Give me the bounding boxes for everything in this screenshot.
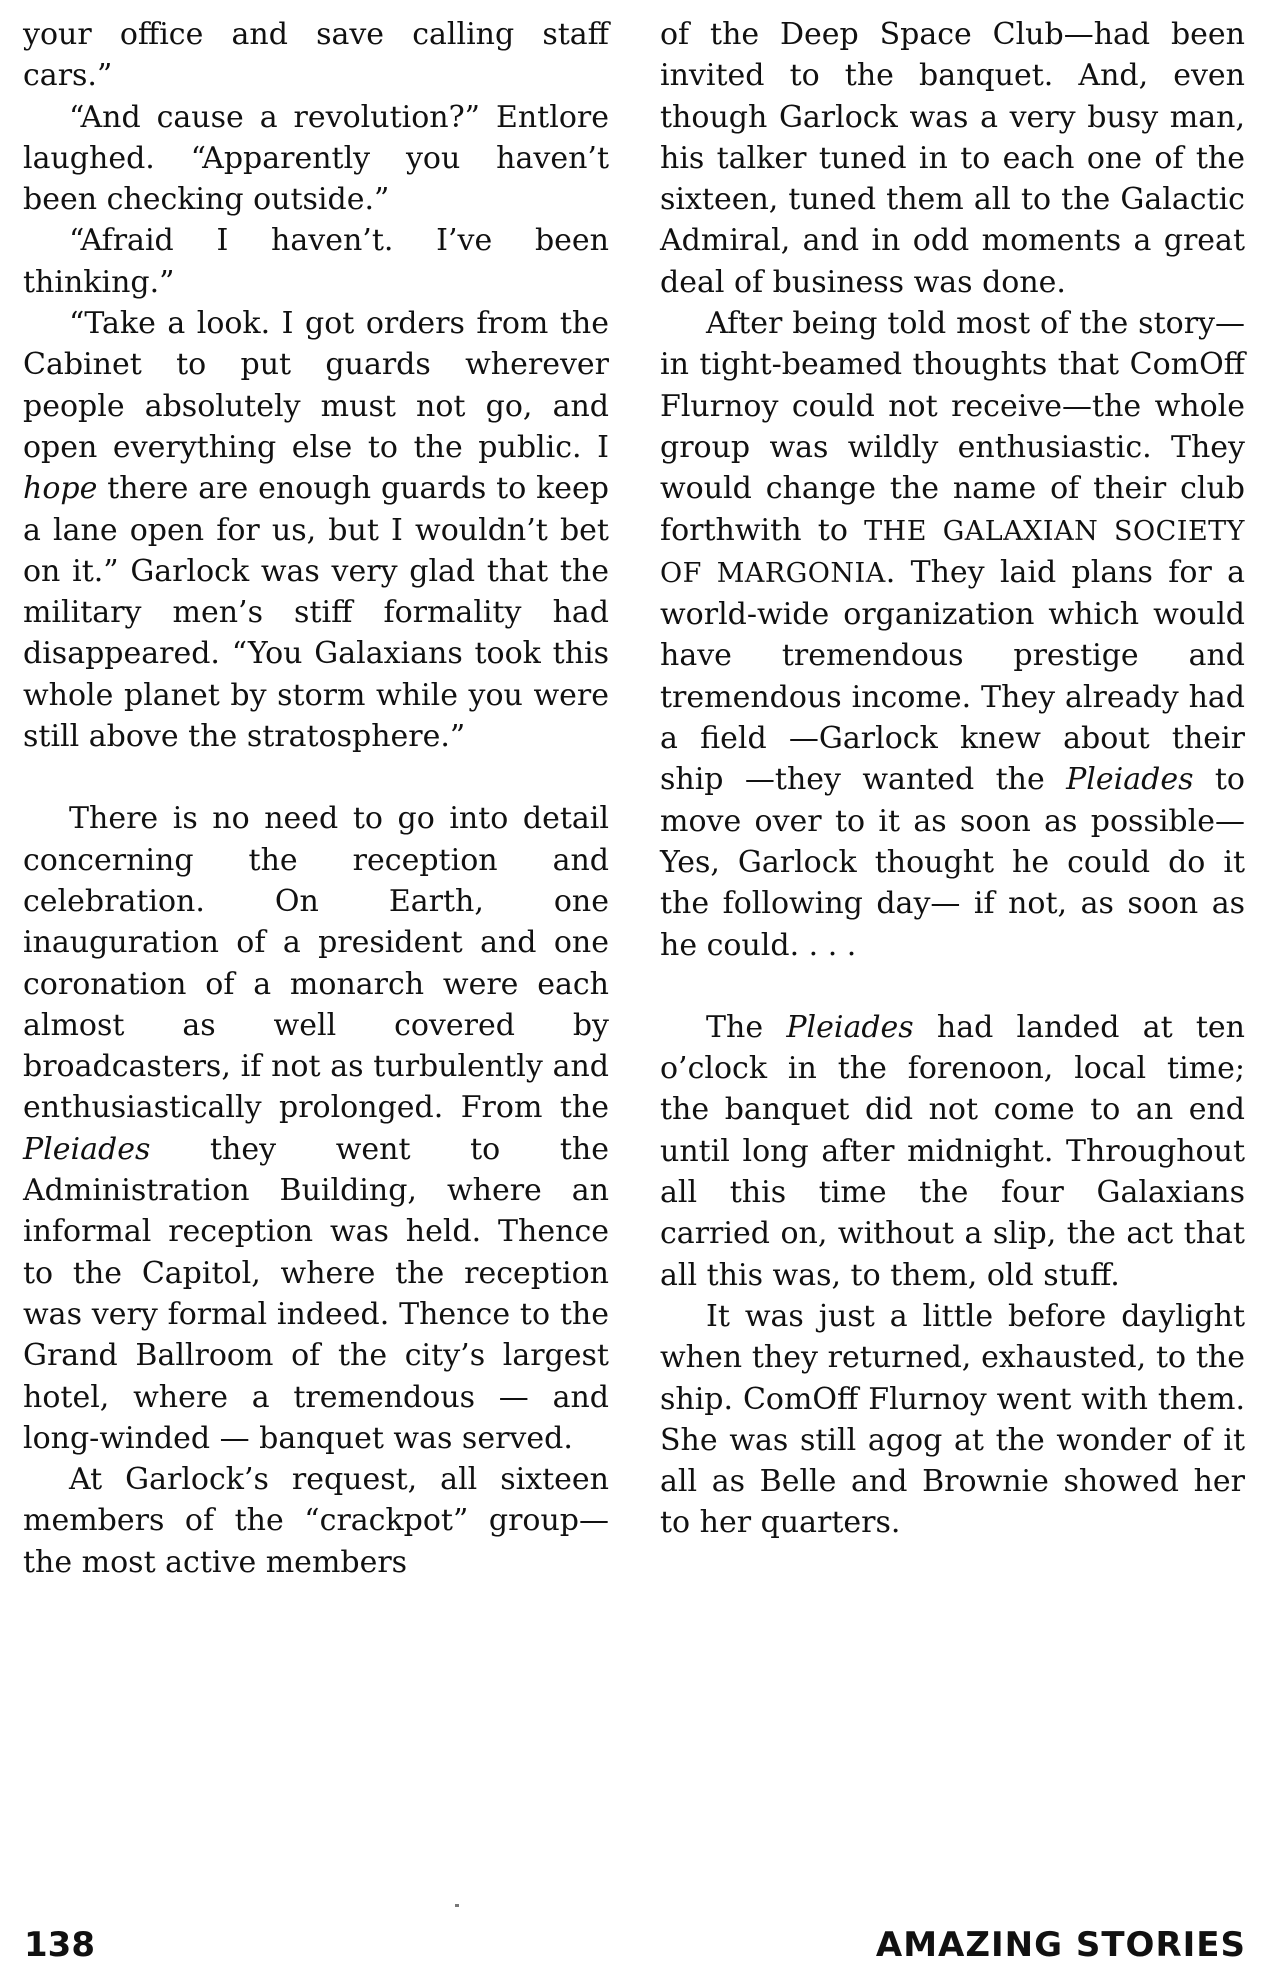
right-column	[660, 14, 1245, 1544]
paragraph-text: The	[706, 1009, 787, 1045]
print-speck	[455, 1904, 459, 1907]
left-column	[23, 14, 609, 1583]
paragraph	[23, 1459, 609, 1583]
paragraph-text: . They laid plans for a world-wide organization which would have tremendous prestige and tremendous income. They already had a field —Garlock knew about their ship —they wanted the	[660, 554, 1245, 798]
paragraph	[23, 14, 609, 97]
ship-name-italic: Pleiades	[786, 1009, 914, 1045]
page-number: 138	[24, 1925, 95, 1965]
paragraph	[660, 14, 1245, 303]
paragraph-text: “And cause a revolution?” Entlore laughed. “Apparently you haven’t been checking outside.”	[23, 99, 609, 218]
paragraph-text: your office and save calling staff cars.”	[23, 17, 609, 94]
paragraph	[23, 220, 609, 303]
paragraph-text: “Afraid I haven’t. I’ve been thinking.”	[23, 223, 609, 300]
society-name-small-caps: THE GALAXIAN SOCIETY OF MARGONIA	[660, 515, 1245, 589]
paragraph-text: “Take a look. I got orders from the Cabinet to put guards wherever people absolutely must not go, and open everything else to the public. I	[23, 306, 609, 465]
paragraph	[23, 303, 609, 757]
paragraph	[660, 303, 1245, 966]
section-paragraph	[660, 1007, 1245, 1296]
paragraph	[660, 1296, 1245, 1544]
paragraph	[23, 97, 609, 221]
ship-name-italic: Pleiades	[1066, 762, 1194, 798]
paragraph-text: had landed at ten o’clock in the forenoon, local time; the banquet did not come to an end until long after midnight. Throughout all this time the four Galaxians carried on, without a slip, the act that all this was, to them, old stuff.	[660, 1009, 1246, 1293]
paragraph-text: After being told most of the story—in tight-beamed thoughts that ComOff Flurnoy could not receive—the whole group was wildly enthusiastic. They would change the name of their club forthwith to	[660, 306, 1245, 548]
paragraph-text: It was just a little before daylight when they returned, exhausted, to the ship. ComOff Flurnoy went with them. She was still agog at the wonder of it all as Belle and Brownie showed her to her quarters.	[660, 1298, 1245, 1541]
section-paragraph	[23, 798, 609, 1459]
paragraph-text: they went to the Administration Building, where an informal reception was held. Thence to the Capitol, where the reception was very formal indeed. Thence to the Grand Ballroom of the city’s largest hotel, where a tremendous — and long-winded — banquet was served.	[23, 1131, 609, 1456]
ship-name-italic: Pleiades	[23, 1131, 151, 1167]
paragraph-text: At Garlock’s request, all sixteen members of the “crackpot” group—the most active members	[23, 1462, 609, 1580]
paragraph-text: of the Deep Space Club—had been invited to the banquet. And, even though Garlock was a very busy man, his talker tuned in to each one of the sixteen, tuned them all to the Galactic Admiral, and in odd moments a great deal of business was done.	[660, 17, 1245, 300]
paragraph-text: to move over to it as soon as possible— Yes, Garlock thought he could do it the following day— if not, as soon as he could. . . .	[660, 762, 1245, 963]
paragraph-text: there are enough guards to keep a lane open for us, but I wouldn’t bet on it.” Garlock was very glad that the military men’s stiff formality had disappeared. “You Galaxians took this whole planet by storm while you were still above the stratosphere.”	[23, 471, 609, 755]
magazine-title: AMAZING STORIES	[875, 1925, 1246, 1965]
paragraph-text: There is no need to go into detail concerning the reception and celebration. On Earth, one inauguration of a president and one coronation of a monarch were each almost as well covered by broadcasters, if not as turbulently and enthusiastically prolonged. From the	[23, 801, 609, 1126]
emphasis-text: hope	[23, 471, 98, 507]
